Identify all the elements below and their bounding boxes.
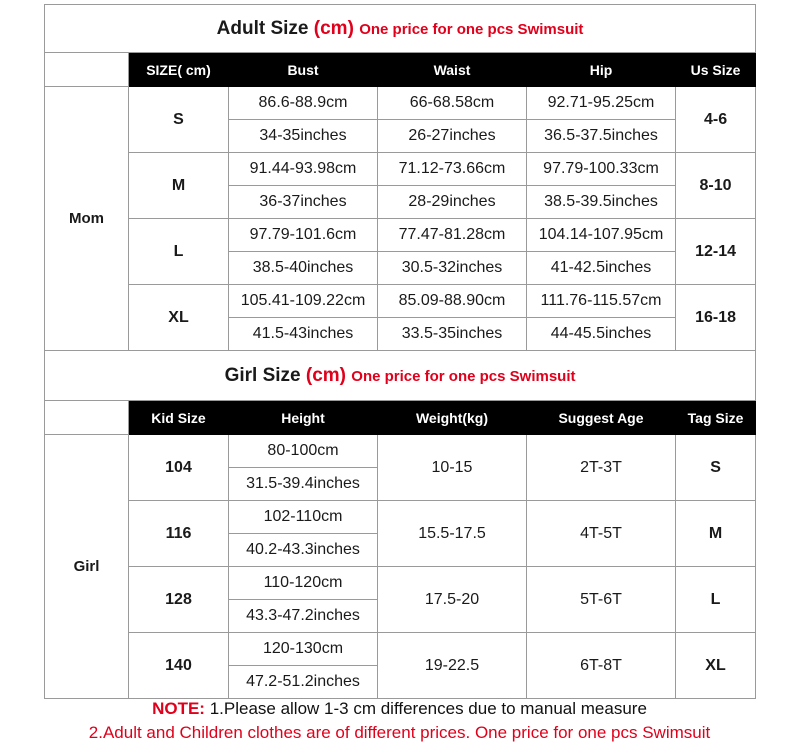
adult-title-unit: (cm) (313, 17, 354, 39)
suggest-age-cell: 2T-3T (527, 435, 676, 501)
suggest-age-cell: 6T-8T (527, 633, 676, 699)
adult-header-blank (45, 53, 129, 87)
bust-inch-cell: 38.5-40inches (229, 252, 378, 285)
waist-cm-cell: 85.09-88.90cm (378, 285, 527, 318)
waist-cm-cell: 77.47-81.28cm (378, 219, 527, 252)
hip-inch-cell: 44-45.5inches (527, 318, 676, 351)
height-inch-cell: 31.5-39.4inches (229, 468, 378, 501)
kid-size-cell: 128 (129, 567, 229, 633)
hip-cm-cell: 92.71-95.25cm (527, 87, 676, 120)
girl-header-height: Height (229, 401, 378, 435)
suggest-age-cell: 4T-5T (527, 501, 676, 567)
us-size-cell: 12-14 (676, 219, 756, 285)
height-cm-cell: 102-110cm (229, 501, 378, 534)
bust-cm-cell: 105.41-109.22cm (229, 285, 378, 318)
girl-header-blank (45, 401, 129, 435)
suggest-age-cell: 5T-6T (527, 567, 676, 633)
waist-inch-cell: 30.5-32inches (378, 252, 527, 285)
adult-title-text: Adult Size (216, 17, 309, 39)
mom-group-label: Mom (45, 87, 129, 351)
adult-price-note: One price for one pcs Swimsuit (359, 20, 584, 38)
tag-size-cell: XL (676, 633, 756, 699)
weight-cell: 10-15 (378, 435, 527, 501)
girl-header-kid-size: Kid Size (129, 401, 229, 435)
weight-cell: 15.5-17.5 (378, 501, 527, 567)
adult-size-title (45, 5, 756, 53)
bust-cm-cell: 91.44-93.98cm (229, 153, 378, 186)
us-size-cell: 16-18 (676, 285, 756, 351)
bust-cm-cell: 97.79-101.6cm (229, 219, 378, 252)
girl-title-unit: (cm) (305, 364, 346, 386)
adult-header-bust: Bust (229, 53, 378, 87)
adult-size-cell: S (129, 87, 229, 153)
adult-size-cell: XL (129, 285, 229, 351)
tag-size-cell: L (676, 567, 756, 633)
bust-inch-cell: 34-35inches (229, 120, 378, 153)
hip-inch-cell: 41-42.5inches (527, 252, 676, 285)
tag-size-cell: S (676, 435, 756, 501)
kid-size-cell: 140 (129, 633, 229, 699)
bust-inch-cell: 36-37inches (229, 186, 378, 219)
height-cm-cell: 80-100cm (229, 435, 378, 468)
girl-header-weight: Weight(kg) (378, 401, 527, 435)
tag-size-cell: M (676, 501, 756, 567)
hip-cm-cell: 111.76-115.57cm (527, 285, 676, 318)
adult-header-waist: Waist (378, 53, 527, 87)
adult-header-us-size: Us Size (676, 53, 756, 87)
hip-inch-cell: 38.5-39.5inches (527, 186, 676, 219)
adult-size-cell: M (129, 153, 229, 219)
bust-cm-cell: 86.6-88.9cm (229, 87, 378, 120)
hip-cm-cell: 97.79-100.33cm (527, 153, 676, 186)
waist-cm-cell: 66-68.58cm (378, 87, 527, 120)
adult-header-size: SIZE( cm) (129, 53, 229, 87)
waist-inch-cell: 28-29inches (378, 186, 527, 219)
waist-inch-cell: 33.5-35inches (378, 318, 527, 351)
girl-price-note: One price for one pcs Swimsuit (351, 367, 576, 385)
girl-header-tag-size: Tag Size (676, 401, 756, 435)
note-label: NOTE: (152, 699, 205, 718)
kid-size-cell: 116 (129, 501, 229, 567)
girl-group-label: Girl (45, 435, 129, 699)
girl-header-suggest-age: Suggest Age (527, 401, 676, 435)
waist-cm-cell: 71.12-73.66cm (378, 153, 527, 186)
hip-inch-cell: 36.5-37.5inches (527, 120, 676, 153)
note-text-1: 1.Please allow 1-3 cm differences due to manual measure (204, 699, 647, 718)
note-line-1 (44, 697, 755, 721)
note-box (44, 697, 755, 751)
height-cm-cell: 110-120cm (229, 567, 378, 600)
bust-inch-cell: 41.5-43inches (229, 318, 378, 351)
note-line-2: 2.Adult and Children clothes are of different prices. One price for one pcs Swimsuit (88, 723, 711, 742)
us-size-cell: 8-10 (676, 153, 756, 219)
kid-size-cell: 104 (129, 435, 229, 501)
girl-size-title (45, 351, 756, 401)
height-inch-cell: 47.2-51.2inches (229, 666, 378, 699)
adult-size-cell: L (129, 219, 229, 285)
waist-inch-cell: 26-27inches (378, 120, 527, 153)
height-inch-cell: 40.2-43.3inches (229, 534, 378, 567)
us-size-cell: 4-6 (676, 87, 756, 153)
height-cm-cell: 120-130cm (229, 633, 378, 666)
adult-header-hip: Hip (527, 53, 676, 87)
size-chart-table (44, 4, 756, 699)
hip-cm-cell: 104.14-107.95cm (527, 219, 676, 252)
weight-cell: 19-22.5 (378, 633, 527, 699)
girl-title-text: Girl Size (224, 364, 301, 386)
height-inch-cell: 43.3-47.2inches (229, 600, 378, 633)
weight-cell: 17.5-20 (378, 567, 527, 633)
